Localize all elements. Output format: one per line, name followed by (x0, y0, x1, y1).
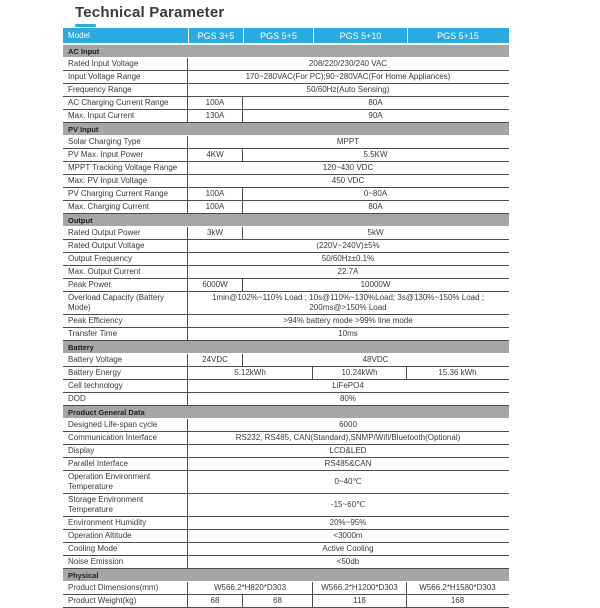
row-label: Rated Output Power (63, 227, 188, 239)
table-row (63, 110, 509, 123)
table-row (63, 71, 509, 84)
row-label: MPPT Tracking Voltage Range (63, 162, 188, 174)
row-value: 50/60Hz(Auto Sensing) (306, 85, 390, 94)
row-label: Storage Environment Temperature (63, 494, 188, 516)
row-value: 450 VDC (331, 176, 365, 185)
row-value: 170~280VAC(For PC);90~280VAC(For Home Appliances) (245, 72, 451, 81)
row-label: Solar Charging Type (63, 136, 188, 148)
row-value: 50/60Hz±0.1% (321, 254, 375, 263)
row-value: 1min@102%~110% Load ; 10s@110%~130%Load; 3s@130%~150% Load ; 200ms@>150% Load (211, 293, 485, 312)
table-row (63, 432, 509, 445)
row-label: Operation Environment Temperature (63, 471, 188, 493)
row-value: RS232, RS485, CAN(Standard),SNMP/Wifi/Bluetooth(Optional) (235, 433, 461, 442)
row-label: Rated Output Voltage (63, 240, 188, 252)
spec-table (63, 28, 509, 608)
table-row (63, 517, 509, 530)
table-row (63, 227, 509, 240)
row-label: Designed Life-span cycle (63, 419, 188, 431)
table-row (63, 240, 509, 253)
row-value: RS485&CAN (324, 459, 372, 468)
row-value: 90A (368, 111, 383, 120)
row-label: Rated Input Voltage (63, 58, 188, 70)
table-row (63, 292, 509, 315)
row-value: 5.5KW (363, 150, 388, 159)
table-row (63, 58, 509, 71)
table-row (63, 445, 509, 458)
header-model-column: PGS 5+5 (243, 28, 313, 43)
row-value: 130A (188, 110, 243, 122)
row-value: 6000W (188, 279, 243, 291)
row-value: MPPT (336, 137, 360, 146)
table-row (63, 471, 509, 494)
table-row (63, 354, 509, 367)
row-label: Max. Output Current (63, 266, 188, 278)
header-model-column: PGS 5+10 (313, 28, 407, 43)
row-label: Input Voltage Range (63, 71, 188, 83)
row-label: Peak Power (63, 279, 188, 291)
row-label: Peak Efficiency (63, 315, 188, 327)
row-value: 100A (188, 201, 243, 213)
section-header: AC Input (63, 45, 509, 57)
row-label: Max. Charging Current (63, 201, 188, 213)
row-value: 10ms (338, 329, 358, 338)
table-row (63, 393, 509, 406)
table-row (63, 162, 509, 175)
row-value: 68 (243, 595, 313, 607)
table-row (63, 97, 509, 110)
row-value: 22.7A (337, 267, 359, 276)
row-value: 100A (188, 188, 243, 200)
table-row (63, 315, 509, 328)
section-header: Physical (63, 569, 509, 581)
row-label: PV Max. Input Power (63, 149, 188, 161)
row-label: Product Weight(kg) (63, 595, 188, 607)
row-value: 48VDC (362, 355, 389, 364)
row-label: Environment Humidity (63, 517, 188, 529)
row-label: Overload Capacity (Battery Mode) (63, 292, 188, 314)
section-header: Product General Data (63, 406, 509, 418)
row-value: 120~430 VDC (322, 163, 374, 172)
table-row (63, 543, 509, 556)
row-value: 0~40℃ (334, 477, 362, 486)
table-row (63, 253, 509, 266)
row-value: W566.2*H1580*D303 (419, 583, 496, 592)
row-value: 0~80A (363, 189, 388, 198)
row-label: Battery Energy (63, 367, 188, 379)
table-row (63, 149, 509, 162)
row-value: Active Cooling (322, 544, 374, 553)
row-value: <3000m (333, 531, 363, 540)
row-value: 3kW (188, 227, 243, 239)
table-row (63, 188, 509, 201)
row-value: 5.12kWh (188, 367, 313, 379)
section-header: Output (63, 214, 509, 226)
section-header: Battery (63, 341, 509, 353)
table-row (63, 494, 509, 517)
row-value: 4KW (188, 149, 243, 161)
row-label: AC Charging Current Range (63, 97, 188, 109)
header-model-column: PGS 3+5 (188, 28, 243, 43)
row-value: 68 (188, 595, 243, 607)
section-header: PV Input (63, 123, 509, 135)
row-label: Cooling Mode (63, 543, 188, 555)
table-row (63, 380, 509, 393)
row-value: <50db (336, 557, 360, 566)
row-label: PV Charging Current Range (63, 188, 188, 200)
row-value: 20%~95% (329, 518, 367, 527)
table-header-row (63, 28, 509, 43)
row-label: Operation Altitude (63, 530, 188, 542)
table-row (63, 530, 509, 543)
row-value: W566.2*H820*D303 (188, 582, 313, 594)
row-label: Max. PV Input Voltage (63, 175, 188, 187)
page-title: Technical Parameter (75, 4, 225, 21)
row-value: 15.36 kWh (438, 368, 477, 377)
row-value: 118 (313, 595, 407, 607)
row-label: Cell technology (63, 380, 188, 392)
table-row (63, 595, 509, 608)
row-value: 80A (368, 202, 383, 211)
row-value: 24VDC (188, 354, 243, 366)
row-label: Frequency Range (63, 84, 188, 96)
table-row (63, 556, 509, 569)
row-value: -15~60℃ (330, 500, 366, 509)
table-row (63, 582, 509, 595)
row-label: DOD (63, 393, 188, 405)
title-block (75, 4, 224, 27)
table-row (63, 136, 509, 149)
row-value: 5kW (367, 228, 384, 237)
header-model-column: PGS 5+15 (407, 28, 508, 43)
row-value: 100A (188, 97, 243, 109)
row-value: 10000W (360, 280, 391, 289)
row-value: 10.24kWh (313, 367, 407, 379)
row-label: Parallel Interface (63, 458, 188, 470)
row-label: Transfer Time (63, 328, 188, 340)
row-value: 80A (368, 98, 383, 107)
row-value: 168 (450, 596, 465, 605)
table-row (63, 458, 509, 471)
header-model-cell: Model (68, 31, 90, 40)
table-row (63, 279, 509, 292)
row-label: Display (63, 445, 188, 457)
row-label: Battery Voltage (63, 354, 188, 366)
table-row (63, 201, 509, 214)
row-value: >94% battery mode >99% line mode (283, 316, 413, 325)
row-value: 6000 (339, 420, 357, 429)
table-row (63, 419, 509, 432)
row-value: 208/220/230/240 VAC (308, 59, 388, 68)
row-label: Product Dimensions(mm) (63, 582, 188, 594)
row-label: Noise Emission (63, 556, 188, 568)
row-value: 80% (339, 394, 356, 403)
table-row (63, 84, 509, 97)
table-row (63, 367, 509, 380)
row-label: Max. Input Current (63, 110, 188, 122)
table-row (63, 175, 509, 188)
table-row (63, 328, 509, 341)
title-underline-accent (75, 24, 96, 27)
row-value: LiFePO4 (332, 381, 364, 390)
row-label: Output Frequency (63, 253, 188, 265)
row-value: (220V~240V)±5% (316, 241, 380, 250)
table-row (63, 266, 509, 279)
row-value: LCD&LED (329, 446, 367, 455)
row-value: W566.2*H1200*D303 (313, 582, 407, 594)
row-label: Communication Interface (63, 432, 188, 444)
